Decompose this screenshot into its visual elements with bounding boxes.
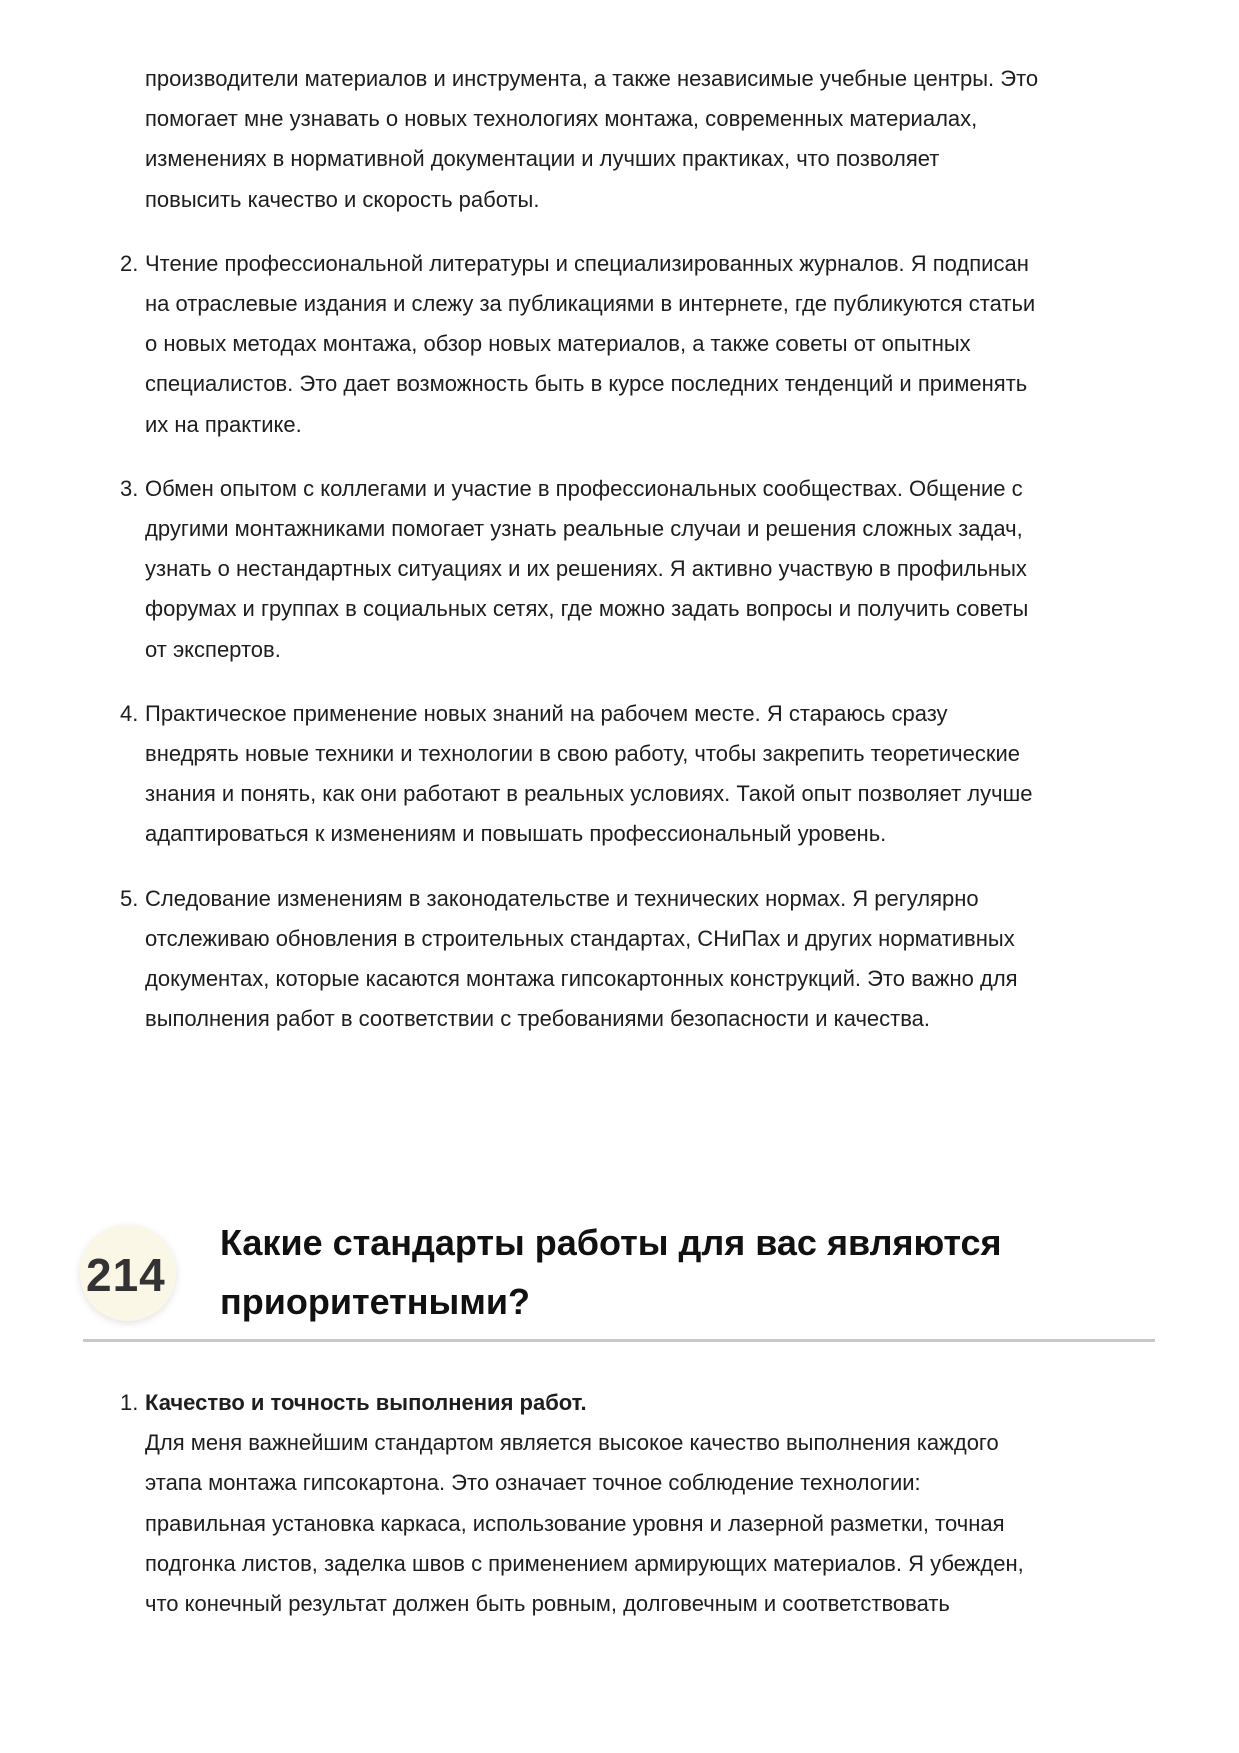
text-line: повысить качество и скорость работы. <box>145 186 540 212</box>
text-line: внедрять новые техники и технологии в свою работу, чтобы закрепить теоретические <box>145 741 1021 767</box>
heading-divider <box>83 1339 1155 1342</box>
list-item-title: Качество и точность выполнения работ. <box>145 1390 587 1415</box>
text-line: о новых методах монтажа, обзор новых материалов, а также советы от опытных <box>145 331 971 357</box>
text-line: этапа монтажа гипсокартона. Это означает точное соблюдение технологии: <box>145 1470 921 1496</box>
text-line: помогает мне узнавать о новых технологиях монтажа, современных материалах, <box>145 106 978 132</box>
answer-list <box>120 1383 1180 1624</box>
text-line: Для меня важнейшим стандартом является высокое качество выполнения каждого <box>145 1430 999 1456</box>
text-line: их на практике. <box>145 411 302 437</box>
text-line: адаптироваться к изменениям и повышать профессиональный уровень. <box>145 821 887 847</box>
text-line: другими монтажниками помогает узнать реальные случаи и решения сложных задач, <box>145 516 1023 542</box>
text-line: правильная установка каркаса, использование уровня и лазерной разметки, точная <box>145 1510 1005 1536</box>
text-line: что конечный результат должен быть ровным, долговечным и соответствовать <box>145 1591 950 1617</box>
text-line: на отраслевые издания и слежу за публикациями в интернете, где публикуются статьи <box>145 291 1036 317</box>
text-line: подгонка листов, заделка швов с применением армирующих материалов. Я убежден, <box>145 1550 1024 1576</box>
text-line: Практическое применение новых знаний на рабочем месте. Я стараюсь сразу <box>145 700 948 726</box>
text-line: отслеживаю обновления в строительных стандартах, СНиПах и других нормативных <box>145 925 1015 951</box>
text-line: форумах и группах в социальных сетях, где можно задать вопросы и получить советы <box>145 596 1029 622</box>
text-line: изменениях в нормативной документации и лучших практиках, что позволяет <box>145 146 940 172</box>
list-item <box>120 1383 1180 1624</box>
list-item-number: 4. <box>120 700 139 726</box>
text-line: знания и понять, как они работают в реальных условиях. Такой опыт позволяет лучше <box>145 781 1033 807</box>
text-line: Следование изменениям в законодательстве и технических нормах. Я регулярно <box>145 885 979 911</box>
previous-answer-list <box>120 59 1180 1039</box>
question-title <box>220 1213 1002 1331</box>
list-item <box>120 59 1180 220</box>
list-item <box>120 879 1180 1040</box>
text-line: выполнения работ в соответствии с требованиями безопасности и качества. <box>145 1006 931 1032</box>
list-item <box>120 694 1180 855</box>
question-title-line: приоритетными? <box>220 1281 531 1322</box>
list-item-number: 3. <box>120 475 139 501</box>
text-line: от экспертов. <box>145 636 281 662</box>
list-item-number: 5. <box>120 885 139 911</box>
text-line: Обмен опытом с коллегами и участие в профессиональных сообществах. Общение с <box>145 475 1023 501</box>
list-item <box>120 469 1180 670</box>
text-line: специалистов. Это дает возможность быть в курсе последних тенденций и применять <box>145 371 1028 397</box>
text-line: документах, которые касаются монтажа гипсокартонных конструкций. Это важно для <box>145 966 1018 992</box>
question-title-line: Какие стандарты работы для вас являются <box>220 1222 1002 1263</box>
question-number: 214 <box>86 1249 166 1301</box>
list-item-number: 1. <box>120 1390 139 1415</box>
list-item <box>120 244 1180 445</box>
text-line: производители материалов и инструмента, а также независимые учебные центры. Это <box>145 66 1039 91</box>
text-line: узнать о нестандартных ситуациях и их решениях. Я активно участвую в профильных <box>145 556 1027 582</box>
list-item-number: 2. <box>120 250 139 276</box>
text-line: Чтение профессиональной литературы и специализированных журналов. Я подписан <box>145 250 1029 276</box>
